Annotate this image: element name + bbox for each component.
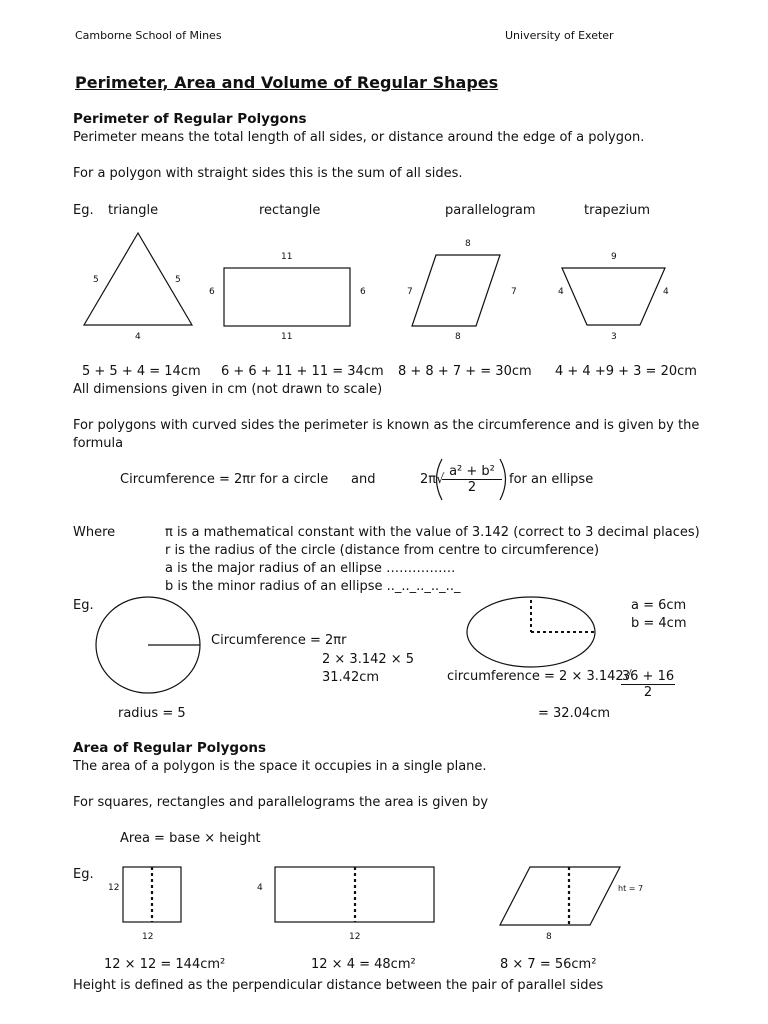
area-rectangle-calculation: 12 × 4 = 48cm² xyxy=(311,957,416,972)
page-title: Perimeter, Area and Volume of Regular Shapes xyxy=(75,73,499,92)
shape-name-triangle: triangle xyxy=(108,203,159,218)
trapezium-top-label: 9 xyxy=(611,252,617,262)
area-square-calculation: 12 × 12 = 144cm² xyxy=(104,957,226,972)
ellipse-formula-numerator: a² + b² xyxy=(442,464,502,480)
area-rectangle-base-label: 12 xyxy=(349,932,361,942)
shape-name-parallelogram: parallelogram xyxy=(445,203,536,218)
ellipse-calc-prefix: circumference = 2 × 3.142√ xyxy=(447,669,632,684)
ellipse-a-value: a = 6cm xyxy=(631,598,687,613)
area-parallelogram-shape xyxy=(500,867,620,925)
ellipse-formula-suffix: for an ellipse xyxy=(509,472,594,487)
dimensions-note: All dimensions given in cm (not drawn to scale) xyxy=(73,382,383,397)
area-rectangle-height-label: 4 xyxy=(257,883,263,893)
rectangle-bottom-label: 11 xyxy=(281,332,293,342)
ellipse-calc-denominator: 2 xyxy=(643,685,653,700)
parallelogram-calculation: 8 + 8 + 7 + = 30cm xyxy=(398,364,532,379)
parallelogram-bottom-label: 8 xyxy=(455,332,461,342)
parallelogram-left-label: 7 xyxy=(407,287,413,297)
where-label: Where xyxy=(73,525,116,540)
area-eg-label: Eg. xyxy=(73,867,94,882)
trapezium-bottom-label: 3 xyxy=(611,332,617,342)
area-parallelogram-base-label: 8 xyxy=(546,932,552,942)
triangle-left-label: 5 xyxy=(93,275,99,285)
radius-label: radius = 5 xyxy=(118,706,186,721)
rectangle-left-label: 6 xyxy=(209,287,215,297)
rectangle-top-label: 11 xyxy=(281,252,293,262)
triangle-right-label: 5 xyxy=(175,275,181,285)
perimeter-heading: Perimeter of Regular Polygons xyxy=(73,111,307,127)
where-line-b: b is the minor radius of an ellipse .._.._.._.._.._ xyxy=(165,579,461,594)
circle-calc-line2: 2 × 3.142 × 5 xyxy=(322,652,415,667)
shape-name-trapezium: trapezium xyxy=(584,203,650,218)
parallelogram-top-label: 8 xyxy=(465,239,471,249)
circle-calc-line1: Circumference = 2πr xyxy=(211,633,347,648)
straight-sides-text: For a polygon with straight sides this is the sum of all sides. xyxy=(73,166,463,181)
where-line-r: r is the radius of the circle (distance from centre to circumference) xyxy=(165,543,600,558)
rectangle-right-label: 6 xyxy=(360,287,366,297)
circle-formula: Circumference = 2πr for a circle xyxy=(120,472,329,487)
area-parallelogram-height-label: ht = 7 xyxy=(618,884,644,893)
area-intro: For squares, rectangles and parallelograms the area is given by xyxy=(73,795,489,810)
trapezium-left-label: 4 xyxy=(558,287,564,297)
header-left: Camborne School of Mines xyxy=(75,29,222,42)
rectangle-calculation: 6 + 6 + 11 + 11 = 34cm xyxy=(221,364,384,379)
perimeter-definition: Perimeter means the total length of all sides, or distance around the edge of a polygon. xyxy=(73,130,645,145)
ellipse-calc-numerator: 36 + 16 xyxy=(621,669,675,684)
eg-label: Eg. xyxy=(73,203,94,218)
triangle-base-label: 4 xyxy=(135,332,141,342)
trapezium-calculation: 4 + 4 +9 + 3 = 20cm xyxy=(555,364,697,379)
ellipse-formula-prefix: 2π√ xyxy=(420,472,445,487)
ellipse-result: = 32.04cm xyxy=(538,706,611,721)
circle-calc-line3: 31.42cm xyxy=(322,670,380,685)
and-text: and xyxy=(351,472,376,487)
parallelogram-right-label: 7 xyxy=(511,287,517,297)
area-parallelogram-calculation: 8 × 7 = 56cm² xyxy=(500,957,597,972)
header-right: University of Exeter xyxy=(505,29,614,42)
triangle-calculation: 5 + 5 + 4 = 14cm xyxy=(82,364,201,379)
ellipse-b-value: b = 4cm xyxy=(631,616,687,631)
height-definition: Height is defined as the perpendicular distance between the pair of parallel sides xyxy=(73,978,604,993)
curved-intro-line2: formula xyxy=(73,436,124,451)
area-heading: Area of Regular Polygons xyxy=(73,740,267,756)
where-line-a: a is the major radius of an ellipse ……………. xyxy=(165,561,456,576)
where-line-pi: π is a mathematical constant with the value of 3.142 (correct to 3 decimal places) xyxy=(165,525,700,540)
area-formula: Area = base × height xyxy=(120,831,261,846)
area-definition: The area of a polygon is the space it occupies in a single plane. xyxy=(73,759,487,774)
area-square-side-label: 12 xyxy=(108,883,120,893)
eg2-label: Eg. xyxy=(73,598,94,613)
trapezium-right-label: 4 xyxy=(663,287,669,297)
ellipse-formula-denominator: 2 xyxy=(467,480,477,495)
shape-name-rectangle: rectangle xyxy=(259,203,321,218)
area-square-base-label: 12 xyxy=(142,932,154,942)
curved-intro-line1: For polygons with curved sides the perimeter is known as the circumference and is given by the xyxy=(73,418,700,433)
